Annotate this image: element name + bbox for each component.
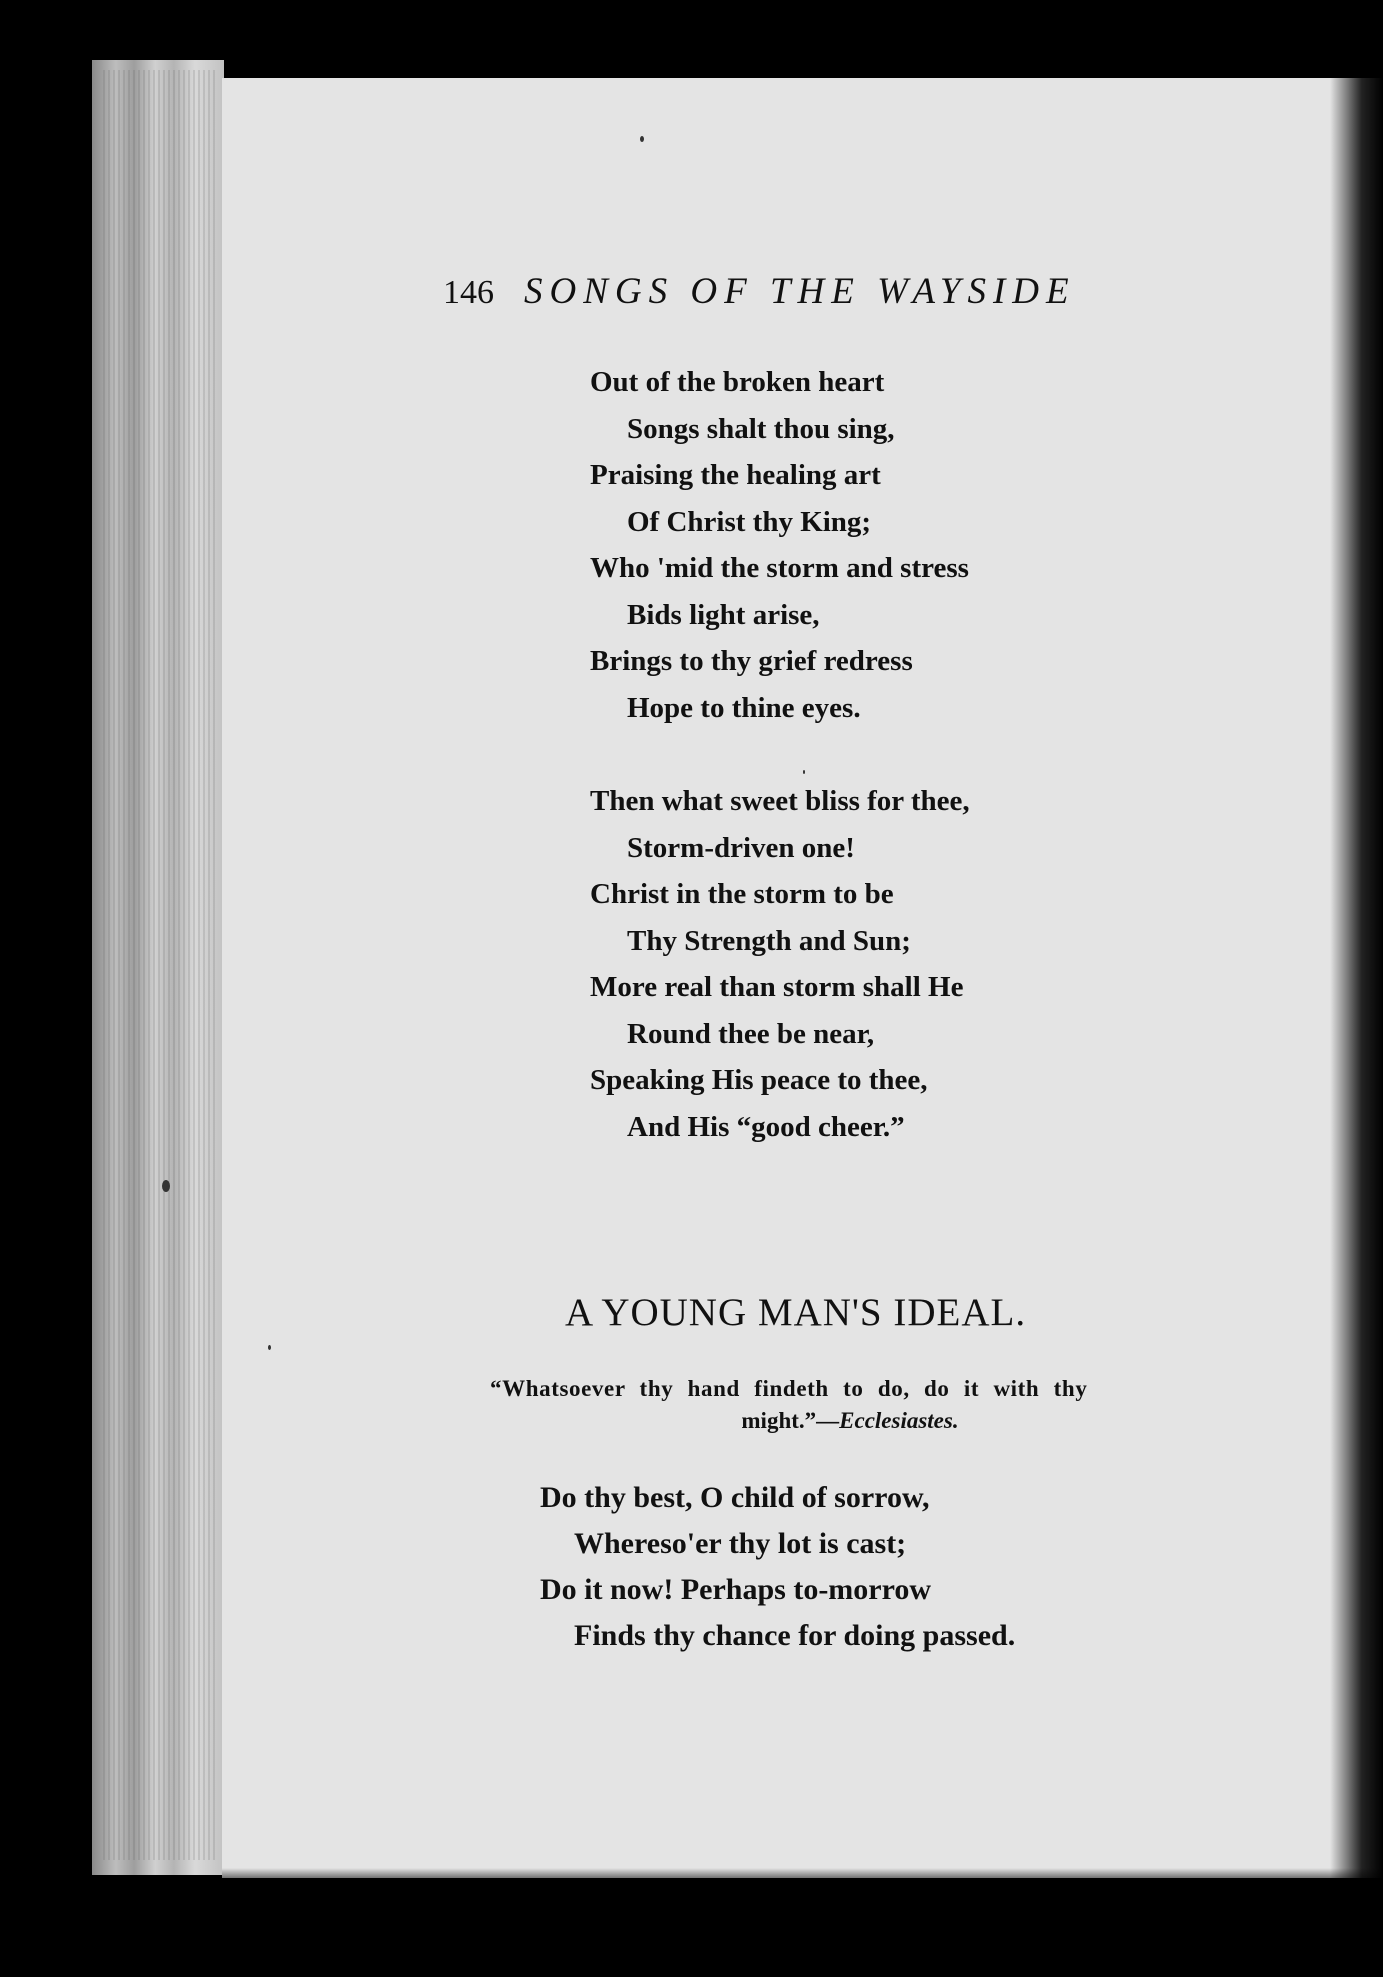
epigraph-attribution-line — [490, 1405, 1210, 1437]
epigraph-line: “Whatsoever thy hand findeth to do, do it with thy — [490, 1376, 1088, 1401]
verse-line: Who 'mid the storm and stress — [590, 552, 969, 584]
verse-line: Out of the broken heart — [590, 366, 885, 398]
verse-line: Christ in the storm to be — [590, 878, 894, 910]
epigraph — [490, 1373, 1210, 1437]
epigraph-quote-end: might.”— — [741, 1408, 840, 1433]
verse-line: Songs shalt thou sing, — [627, 412, 895, 445]
verse-line: Finds thy chance for doing passed. — [574, 1619, 1016, 1652]
verse-line: Storm-driven one! — [627, 831, 855, 864]
verse-line: Speaking His peace to thee, — [590, 1064, 928, 1096]
verse-line: Of Christ thy King; — [627, 505, 872, 538]
verse-line: Whereso'er thy lot is cast; — [574, 1527, 907, 1560]
running-head — [443, 270, 1076, 313]
page-bottom-shadow — [222, 1868, 1383, 1880]
page-gutter-shadow — [1330, 78, 1383, 1878]
verse-line: Praising the healing art — [590, 459, 881, 491]
epigraph-source: Ecclesiastes. — [839, 1408, 959, 1433]
verse-line: Bids light arise, — [627, 598, 820, 631]
ink-speck — [640, 136, 644, 142]
ink-speck — [268, 1345, 271, 1350]
book-title: SONGS OF THE WAYSIDE — [524, 271, 1076, 312]
verse-line: And His “good cheer.” — [627, 1110, 905, 1143]
verse-line: Hope to thine eyes. — [627, 691, 861, 724]
verse-line: Thy Strength and Sun; — [627, 924, 911, 957]
verse-line: Then what sweet bliss for thee, — [590, 785, 970, 817]
stanza-2 — [590, 778, 970, 1150]
stanza-3 — [540, 1475, 1015, 1659]
verse-line: Do thy best, O child of sorrow, — [540, 1481, 930, 1514]
page-number: 146 — [443, 274, 494, 311]
stanza-1 — [590, 359, 969, 731]
verse-line: Round thee be near, — [627, 1017, 875, 1050]
verse-line: Brings to thy grief redress — [590, 645, 913, 677]
page-edge-lines — [100, 70, 218, 1860]
poem-title: A YOUNG MAN'S IDEAL. — [565, 1291, 1027, 1334]
verse-line: More real than storm shall He — [590, 971, 964, 1003]
ink-speck — [803, 770, 805, 774]
verse-line: Do it now! Perhaps to-morrow — [540, 1573, 932, 1606]
ink-speck — [162, 1180, 170, 1192]
